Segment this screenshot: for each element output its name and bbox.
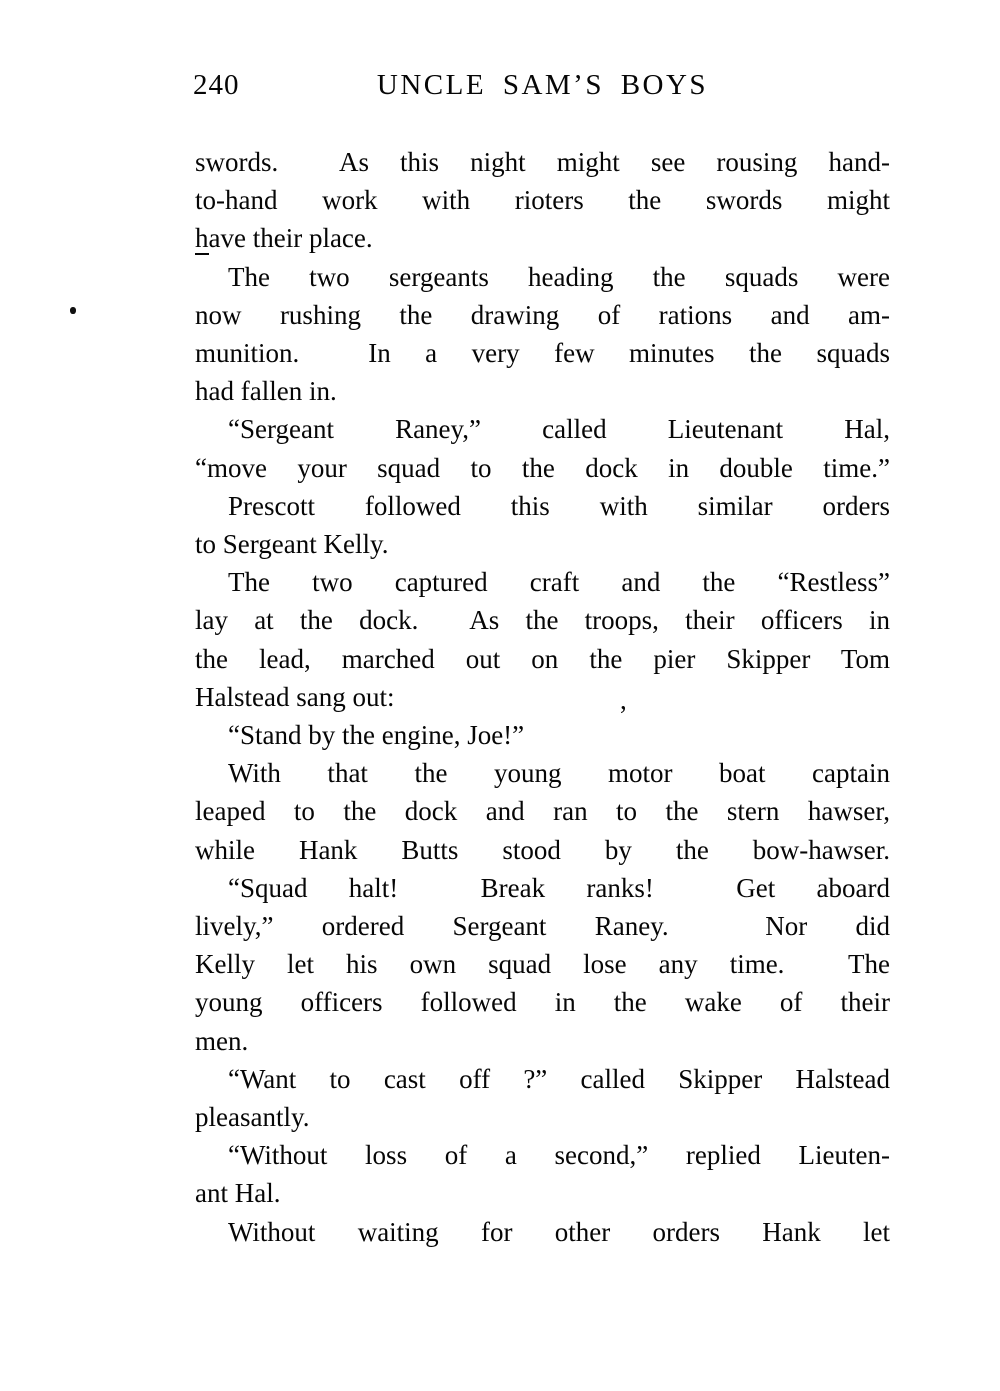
body-text: [195, 143, 890, 1251]
text-line: Halstead sang out:: [195, 681, 395, 712]
ink-underline-artifact: h: [195, 223, 209, 254]
text-line: The two sergeants heading the squads were: [228, 261, 890, 292]
text-line: “Without loss of a second,” replied Lieuten-: [228, 1140, 890, 1171]
text-line: lay at the dock. As the troops, their officers in: [195, 605, 890, 636]
running-head: [195, 68, 890, 104]
text-line: men.: [195, 1025, 249, 1056]
text-line: “Sergeant Raney,” called Lieutenant Hal,: [228, 414, 890, 445]
running-title: UNCLE SAM’S BOYS: [376, 69, 709, 101]
text-line: Prescott followed this with similar orders: [228, 490, 890, 521]
text-line: “Stand by the engine, Joe!”: [228, 720, 525, 751]
text-line: while Hank Butts stood by the bow-hawser.: [195, 834, 890, 865]
text-line: now rushing the drawing of rations and am-: [195, 299, 890, 330]
ink-speck-artifact: [70, 307, 76, 314]
stray-comma-print-artifact: ,: [620, 685, 627, 715]
text-line: ant Hal.: [195, 1178, 281, 1209]
text-line: the lead, marched out on the pier Skipper Tom: [195, 643, 890, 674]
text-line: pleasantly.: [195, 1102, 310, 1133]
text-line: have their place.: [195, 223, 373, 254]
text-line: lively,” ordered Sergeant Raney. Nor did: [195, 911, 890, 942]
text-line: “Want to cast off ?” called Skipper Halstead: [228, 1063, 890, 1094]
text-line: had fallen in.: [195, 376, 337, 407]
text-line: Without waiting for other orders Hank let: [228, 1216, 890, 1247]
page-number: 240: [193, 69, 240, 101]
text-line: to Sergeant Kelly.: [195, 529, 389, 560]
text-line: The two captured craft and the “Restless”: [228, 567, 890, 598]
text-line: “Squad halt! Break ranks! Get aboard: [228, 872, 890, 903]
text-line: young officers followed in the wake of their: [195, 987, 890, 1018]
text-line: “move your squad to the dock in double time.”: [195, 452, 890, 483]
text-line: Kelly let his own squad lose any time. The: [195, 949, 890, 980]
text-line: With that the young motor boat captain: [228, 758, 890, 789]
text-line: munition. In a very few minutes the squads: [195, 338, 890, 369]
text-line: swords. As this night might see rousing hand-: [195, 147, 890, 177]
text-line: to-hand work with rioters the swords might: [195, 185, 890, 216]
text-line: leaped to the dock and ran to the stern hawser,: [195, 796, 890, 827]
